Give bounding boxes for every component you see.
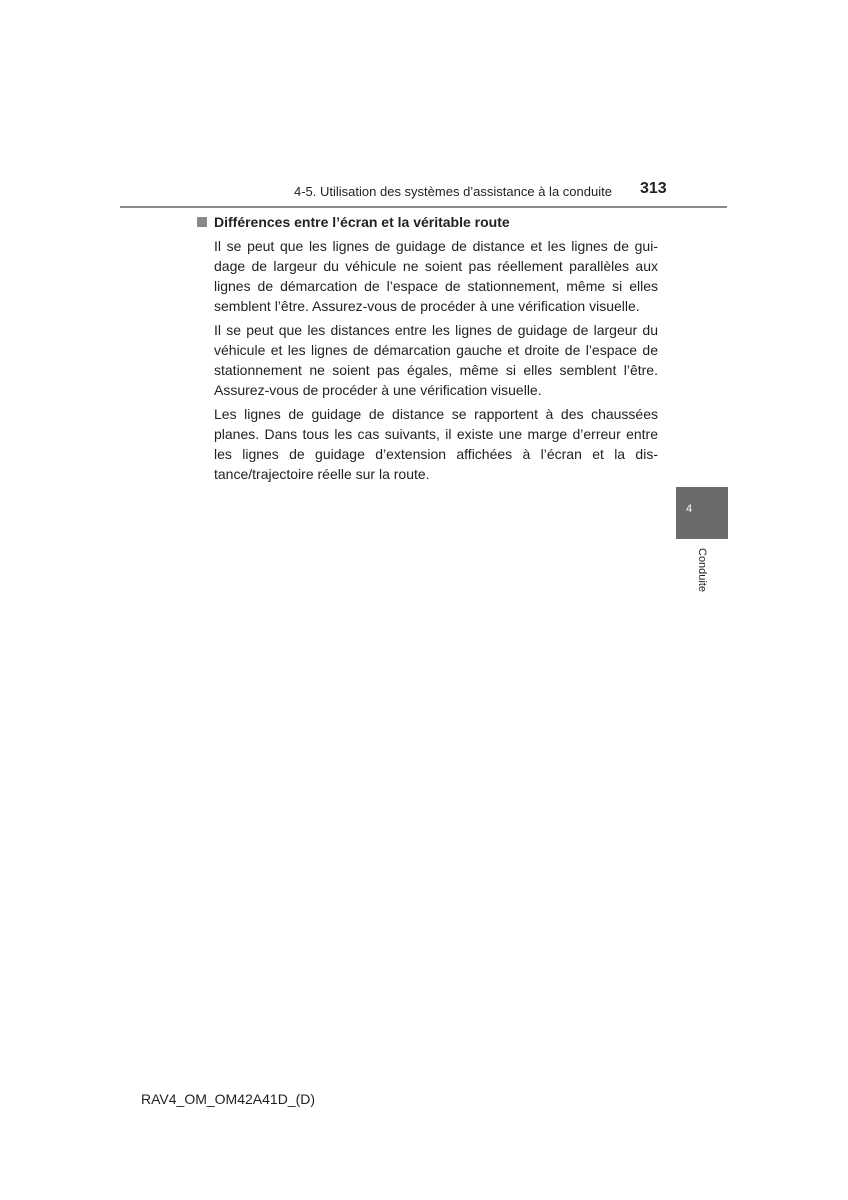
section-heading-text: Différences entre l’écran et la véritable route xyxy=(214,214,510,230)
chapter-tab xyxy=(676,487,728,539)
paragraph: Il se peut que les distances entre les lignes de guidage de largeur du véhicule et les lignes de démarcation gauche et droite de l’espace de stationnement ne soient pas égales, même si elles semblent l’être. Assurez-vous de procéder à une vérification visuelle. xyxy=(214,322,658,398)
header-section-title: 4-5. Utilisation des systèmes d’assistance à la conduite xyxy=(294,184,612,199)
chapter-number: 4 xyxy=(685,503,693,515)
square-bullet-icon xyxy=(197,217,207,227)
paragraph: Il se peut que les lignes de guidage de distance et les lignes de gui-dage de largeur du véhicule ne soient pas réellement parallèles aux lignes de démarcation de l’espace de stationnement, même si elles semblent l’être. Assurez-vous de procéder à une vérification visuelle. xyxy=(214,238,658,314)
body-text xyxy=(214,236,658,488)
section-heading xyxy=(197,214,510,230)
page-number: 313 xyxy=(640,180,667,197)
chapter-label: Conduite xyxy=(696,548,708,593)
footer-document-code: RAV4_OM_OM42A41D_(D) xyxy=(141,1091,316,1107)
header-divider xyxy=(120,206,727,208)
paragraph: Les lignes de guidage de distance se rapportent à des chaussées planes. Dans tous les cas suivants, il existe une marge d’erreur entre les lignes de guidage d’extension affichées à l’écran et la dis-tance/trajectoire réelle sur la route. xyxy=(214,406,658,482)
